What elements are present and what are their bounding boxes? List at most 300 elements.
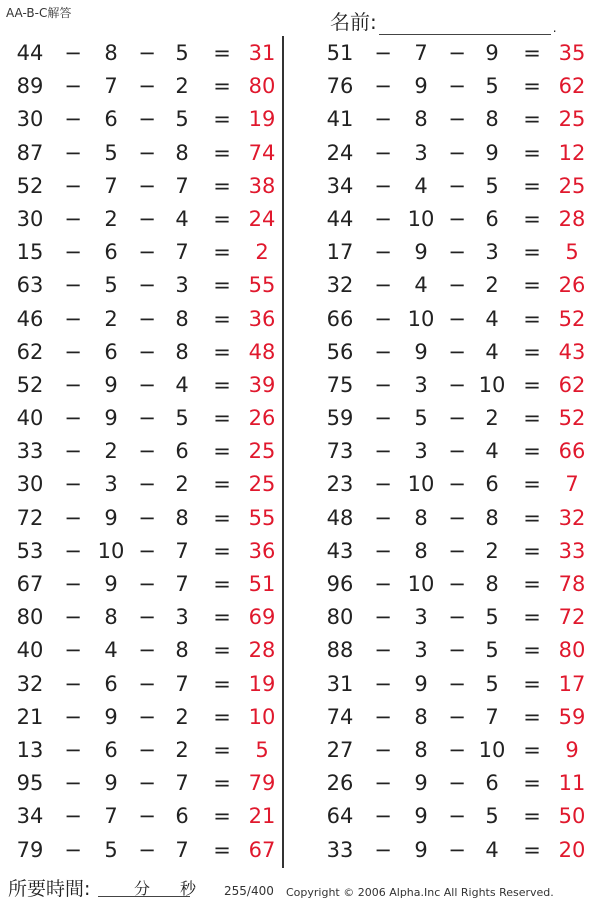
subtrahend-2: 6: [175, 439, 189, 464]
minus-sign: −: [448, 671, 466, 696]
minuend: 59: [326, 406, 354, 431]
minus-sign: −: [64, 505, 82, 530]
subtrahend-1: 8: [414, 704, 428, 729]
minus-sign: −: [138, 737, 156, 762]
answer: 5: [565, 240, 579, 265]
problem-row: [0, 734, 290, 767]
minus-sign: −: [138, 472, 156, 497]
equals-sign: =: [523, 804, 541, 829]
minus-sign: −: [374, 804, 392, 829]
subtrahend-2: 10: [478, 372, 506, 397]
answer: 9: [565, 737, 579, 762]
minus-sign: −: [448, 505, 466, 530]
answer: 28: [248, 638, 276, 663]
answer: 32: [558, 505, 586, 530]
answer: 59: [558, 704, 586, 729]
subtrahend-2: 5: [175, 107, 189, 132]
minuend: 62: [16, 339, 44, 364]
minus-sign: −: [138, 240, 156, 265]
minuend: 76: [326, 74, 354, 99]
answer: 62: [558, 74, 586, 99]
problem-row: [310, 203, 600, 236]
minus-sign: −: [138, 638, 156, 663]
equals-sign: =: [213, 306, 231, 331]
minus-sign: −: [138, 339, 156, 364]
minus-sign: −: [448, 572, 466, 596]
answer: 12: [558, 140, 586, 165]
minus-sign: −: [64, 572, 82, 596]
subtrahend-1: 9: [104, 505, 118, 530]
problem-row: [0, 203, 290, 236]
minus-sign: −: [374, 572, 392, 596]
minus-sign: −: [64, 41, 82, 65]
subtrahend-2: 8: [175, 505, 189, 530]
minus-sign: −: [374, 372, 392, 397]
problem-row: [0, 634, 290, 667]
answer: 78: [558, 572, 586, 596]
subtrahend-1: 3: [414, 605, 428, 630]
subtrahend-1: 2: [104, 306, 118, 331]
minus-sign: −: [448, 306, 466, 331]
minus-sign: −: [138, 505, 156, 530]
minus-sign: −: [374, 41, 392, 65]
minuend: 80: [326, 605, 354, 630]
answer: 17: [558, 671, 586, 696]
answer: 79: [248, 771, 276, 796]
answer: 39: [248, 372, 276, 397]
minus-sign: −: [374, 605, 392, 630]
time-label: 所要時間:: [8, 878, 91, 900]
problem-row: [0, 103, 290, 136]
subtrahend-1: 4: [414, 273, 428, 298]
minuend: 44: [326, 206, 354, 231]
subtrahend-1: 8: [414, 107, 428, 132]
page-number: 255/400: [224, 884, 274, 898]
name-input-line[interactable]: [379, 14, 551, 35]
subtrahend-1: 8: [414, 538, 428, 563]
equals-sign: =: [523, 41, 541, 65]
minus-sign: −: [448, 339, 466, 364]
subtrahend-2: 8: [175, 638, 189, 663]
subtrahend-2: 9: [485, 41, 499, 65]
minus-sign: −: [64, 74, 82, 99]
minus-sign: −: [448, 771, 466, 796]
equals-sign: =: [213, 107, 231, 132]
answer: 28: [558, 206, 586, 231]
answer: 10: [248, 704, 276, 729]
minus-sign: −: [448, 372, 466, 397]
minuend: 72: [16, 505, 44, 530]
minuend: 52: [16, 372, 44, 397]
problem-row: [310, 103, 600, 136]
minus-sign: −: [448, 638, 466, 663]
subtrahend-1: 10: [407, 572, 435, 596]
minus-sign: −: [64, 240, 82, 265]
answer: 26: [558, 273, 586, 298]
minuend: 17: [326, 240, 354, 265]
minus-sign: −: [448, 704, 466, 729]
equals-sign: =: [213, 671, 231, 696]
minus-sign: −: [448, 538, 466, 563]
subtrahend-1: 3: [414, 638, 428, 663]
minus-sign: −: [138, 273, 156, 298]
subtrahend-2: 5: [175, 41, 189, 65]
footer: [8, 874, 598, 902]
equals-sign: =: [523, 372, 541, 397]
minuend: 23: [326, 472, 354, 497]
problem-row: [0, 70, 290, 103]
equals-sign: =: [213, 638, 231, 663]
subtrahend-1: 3: [414, 372, 428, 397]
problem-row: [0, 535, 290, 568]
problem-row: [0, 369, 290, 402]
minus-sign: −: [138, 41, 156, 65]
subtrahend-1: 2: [104, 206, 118, 231]
problem-row: [0, 303, 290, 336]
minus-sign: −: [138, 439, 156, 464]
equals-sign: =: [523, 306, 541, 331]
problem-row: [310, 303, 600, 336]
answer: 48: [248, 339, 276, 364]
minus-sign: −: [64, 837, 82, 862]
minuend: 80: [16, 605, 44, 630]
subtrahend-1: 5: [104, 837, 118, 862]
equals-sign: =: [523, 605, 541, 630]
subtrahend-1: 8: [414, 505, 428, 530]
subtrahend-1: 10: [97, 538, 125, 563]
answer: 66: [558, 439, 586, 464]
minuend: 75: [326, 372, 354, 397]
minus-sign: −: [374, 339, 392, 364]
minuend: 95: [16, 771, 44, 796]
answer: 69: [248, 605, 276, 630]
equals-sign: =: [523, 538, 541, 563]
subtrahend-1: 10: [407, 206, 435, 231]
minus-sign: −: [374, 638, 392, 663]
subtrahend-1: 7: [104, 804, 118, 829]
equals-sign: =: [523, 206, 541, 231]
equals-sign: =: [523, 638, 541, 663]
subtrahend-1: 9: [414, 671, 428, 696]
minus-sign: −: [64, 206, 82, 231]
equals-sign: =: [213, 439, 231, 464]
answer: 20: [558, 837, 586, 862]
answer: 62: [558, 372, 586, 397]
minus-sign: −: [374, 704, 392, 729]
subtrahend-1: 3: [104, 472, 118, 497]
minus-sign: −: [448, 406, 466, 431]
answer: 52: [558, 306, 586, 331]
subtrahend-1: 6: [104, 240, 118, 265]
equals-sign: =: [213, 572, 231, 596]
subtrahend-2: 5: [175, 406, 189, 431]
minuend: 33: [326, 837, 354, 862]
equals-sign: =: [523, 439, 541, 464]
equals-sign: =: [213, 240, 231, 265]
minus-sign: −: [448, 107, 466, 132]
problem-row: [310, 70, 600, 103]
subtrahend-2: 6: [485, 771, 499, 796]
subtrahend-2: 7: [175, 671, 189, 696]
subtrahend-2: 7: [175, 173, 189, 198]
problem-row: [0, 767, 290, 800]
name-area: [330, 6, 557, 35]
problem-row: [310, 800, 600, 833]
subtrahend-2: 4: [175, 206, 189, 231]
subtrahend-2: 4: [485, 837, 499, 862]
subtrahend-1: 5: [104, 140, 118, 165]
answer: 19: [248, 107, 276, 132]
subtrahend-1: 9: [414, 240, 428, 265]
problem-row: [0, 568, 290, 601]
copyright-text: Copyright © 2006 Alpha.Inc All Rights Reserved.: [286, 886, 554, 899]
problem-row: [310, 734, 600, 767]
minuend: 30: [16, 107, 44, 132]
subtrahend-2: 4: [485, 439, 499, 464]
equals-sign: =: [213, 206, 231, 231]
answer: 24: [248, 206, 276, 231]
minuend: 56: [326, 339, 354, 364]
minus-sign: −: [448, 439, 466, 464]
subtrahend-1: 9: [104, 372, 118, 397]
answer: 80: [558, 638, 586, 663]
answer: 2: [255, 240, 269, 265]
subtrahend-1: 10: [407, 472, 435, 497]
minuend: 64: [326, 804, 354, 829]
answer: 50: [558, 804, 586, 829]
answer: 11: [558, 771, 586, 796]
minus-sign: −: [138, 704, 156, 729]
minus-sign: −: [64, 306, 82, 331]
equals-sign: =: [213, 339, 231, 364]
minus-sign: −: [374, 206, 392, 231]
minus-sign: −: [64, 771, 82, 796]
subtrahend-1: 5: [104, 273, 118, 298]
equals-sign: =: [523, 505, 541, 530]
problem-row: [0, 170, 290, 203]
minuend: 52: [16, 173, 44, 198]
equals-sign: =: [523, 240, 541, 265]
minuend: 67: [16, 572, 44, 596]
minuend: 51: [326, 41, 354, 65]
minus-sign: −: [64, 704, 82, 729]
equals-sign: =: [213, 538, 231, 563]
subtrahend-1: 7: [414, 41, 428, 65]
problem-row: [310, 369, 600, 402]
minuend: 73: [326, 439, 354, 464]
minus-sign: −: [448, 804, 466, 829]
equals-sign: =: [213, 74, 231, 99]
answer: 55: [248, 505, 276, 530]
minus-sign: −: [64, 140, 82, 165]
subtrahend-2: 7: [175, 837, 189, 862]
minus-sign: −: [64, 605, 82, 630]
answer: 52: [558, 406, 586, 431]
minus-sign: −: [374, 406, 392, 431]
minus-sign: −: [138, 140, 156, 165]
equals-sign: =: [213, 737, 231, 762]
answer: 36: [248, 306, 276, 331]
minus-sign: −: [448, 41, 466, 65]
subtrahend-2: 5: [485, 605, 499, 630]
answer: 51: [248, 572, 276, 596]
minus-sign: −: [374, 74, 392, 99]
minus-sign: −: [64, 737, 82, 762]
answer: 5: [255, 737, 269, 762]
equals-sign: =: [523, 107, 541, 132]
subtrahend-1: 9: [414, 804, 428, 829]
minus-sign: −: [64, 472, 82, 497]
subtrahend-2: 7: [175, 240, 189, 265]
answer: 25: [558, 173, 586, 198]
minus-sign: −: [448, 273, 466, 298]
answer: 7: [565, 472, 579, 497]
answer: 67: [248, 837, 276, 862]
subtrahend-2: 2: [175, 74, 189, 99]
minus-sign: −: [138, 538, 156, 563]
minus-sign: −: [64, 107, 82, 132]
subtrahend-2: 2: [485, 273, 499, 298]
subtrahend-1: 9: [414, 837, 428, 862]
equals-sign: =: [523, 472, 541, 497]
problem-row: [310, 269, 600, 302]
problem-row: [310, 767, 600, 800]
equals-sign: =: [213, 804, 231, 829]
minuend: 48: [326, 505, 354, 530]
subtrahend-2: 8: [175, 306, 189, 331]
subtrahend-2: 8: [175, 140, 189, 165]
answer: 31: [248, 41, 276, 65]
answer: 36: [248, 538, 276, 563]
left-problem-column: [0, 37, 290, 867]
subtrahend-1: 9: [104, 771, 118, 796]
minus-sign: −: [374, 837, 392, 862]
minus-sign: −: [374, 107, 392, 132]
equals-sign: =: [213, 173, 231, 198]
equals-sign: =: [523, 771, 541, 796]
problem-row: [0, 236, 290, 269]
problem-row: [310, 435, 600, 468]
minus-sign: −: [448, 472, 466, 497]
problem-row: [310, 568, 600, 601]
problem-row: [0, 601, 290, 634]
equals-sign: =: [523, 704, 541, 729]
problem-row: [0, 468, 290, 501]
answer: 43: [558, 339, 586, 364]
subtrahend-1: 8: [104, 41, 118, 65]
subtrahend-2: 8: [485, 505, 499, 530]
problem-row: [0, 269, 290, 302]
problem-row: [0, 502, 290, 535]
equals-sign: =: [523, 140, 541, 165]
subtrahend-1: 10: [407, 306, 435, 331]
subtrahend-1: 9: [414, 74, 428, 99]
problem-row: [0, 37, 290, 70]
problem-row: [310, 402, 600, 435]
minus-sign: −: [374, 240, 392, 265]
equals-sign: =: [213, 372, 231, 397]
answer: 72: [558, 605, 586, 630]
minus-sign: −: [448, 140, 466, 165]
subtrahend-2: 2: [485, 406, 499, 431]
subtrahend-1: 8: [414, 737, 428, 762]
subtrahend-1: 5: [414, 406, 428, 431]
minuend: 30: [16, 206, 44, 231]
minuend: 21: [16, 704, 44, 729]
minus-sign: −: [64, 538, 82, 563]
minus-sign: −: [448, 240, 466, 265]
subtrahend-2: 10: [478, 737, 506, 762]
minuend: 27: [326, 737, 354, 762]
subtrahend-2: 4: [175, 372, 189, 397]
subtrahend-2: 5: [485, 638, 499, 663]
minuend: 15: [16, 240, 44, 265]
minuend: 74: [326, 704, 354, 729]
minus-sign: −: [374, 439, 392, 464]
minuend: 32: [16, 671, 44, 696]
problem-row: [0, 435, 290, 468]
problem-row: [310, 170, 600, 203]
subtrahend-1: 3: [414, 140, 428, 165]
subtrahend-2: 2: [175, 737, 189, 762]
subtrahend-2: 4: [485, 306, 499, 331]
minus-sign: −: [64, 339, 82, 364]
subtrahend-2: 7: [175, 572, 189, 596]
minuend: 41: [326, 107, 354, 132]
minuend: 44: [16, 41, 44, 65]
minus-sign: −: [64, 173, 82, 198]
minuend: 87: [16, 140, 44, 165]
name-suffix: .: [552, 21, 557, 35]
minus-sign: −: [138, 206, 156, 231]
equals-sign: =: [213, 140, 231, 165]
minus-sign: −: [374, 671, 392, 696]
equals-sign: =: [213, 41, 231, 65]
equals-sign: =: [523, 572, 541, 596]
minus-sign: −: [138, 771, 156, 796]
problem-row: [310, 535, 600, 568]
subtrahend-2: 3: [175, 273, 189, 298]
minuend: 34: [326, 173, 354, 198]
minuend: 89: [16, 74, 44, 99]
minutes-label: 分: [134, 879, 151, 898]
problem-row: [310, 336, 600, 369]
equals-sign: =: [523, 671, 541, 696]
minus-sign: −: [138, 173, 156, 198]
problem-row: [310, 701, 600, 734]
subtrahend-1: 7: [104, 74, 118, 99]
minus-sign: −: [448, 737, 466, 762]
equals-sign: =: [213, 704, 231, 729]
problem-row: [310, 137, 600, 170]
minus-sign: −: [138, 306, 156, 331]
problem-row: [310, 236, 600, 269]
minus-sign: −: [138, 572, 156, 596]
subtrahend-1: 9: [414, 339, 428, 364]
minus-sign: −: [448, 605, 466, 630]
minus-sign: −: [138, 605, 156, 630]
subtrahend-1: 9: [414, 771, 428, 796]
subtrahend-2: 5: [485, 74, 499, 99]
equals-sign: =: [523, 339, 541, 364]
subtrahend-2: 8: [485, 572, 499, 596]
minus-sign: −: [64, 372, 82, 397]
minus-sign: −: [64, 273, 82, 298]
subtrahend-1: 6: [104, 107, 118, 132]
subtrahend-2: 7: [485, 704, 499, 729]
answer: 74: [248, 140, 276, 165]
minus-sign: −: [64, 439, 82, 464]
